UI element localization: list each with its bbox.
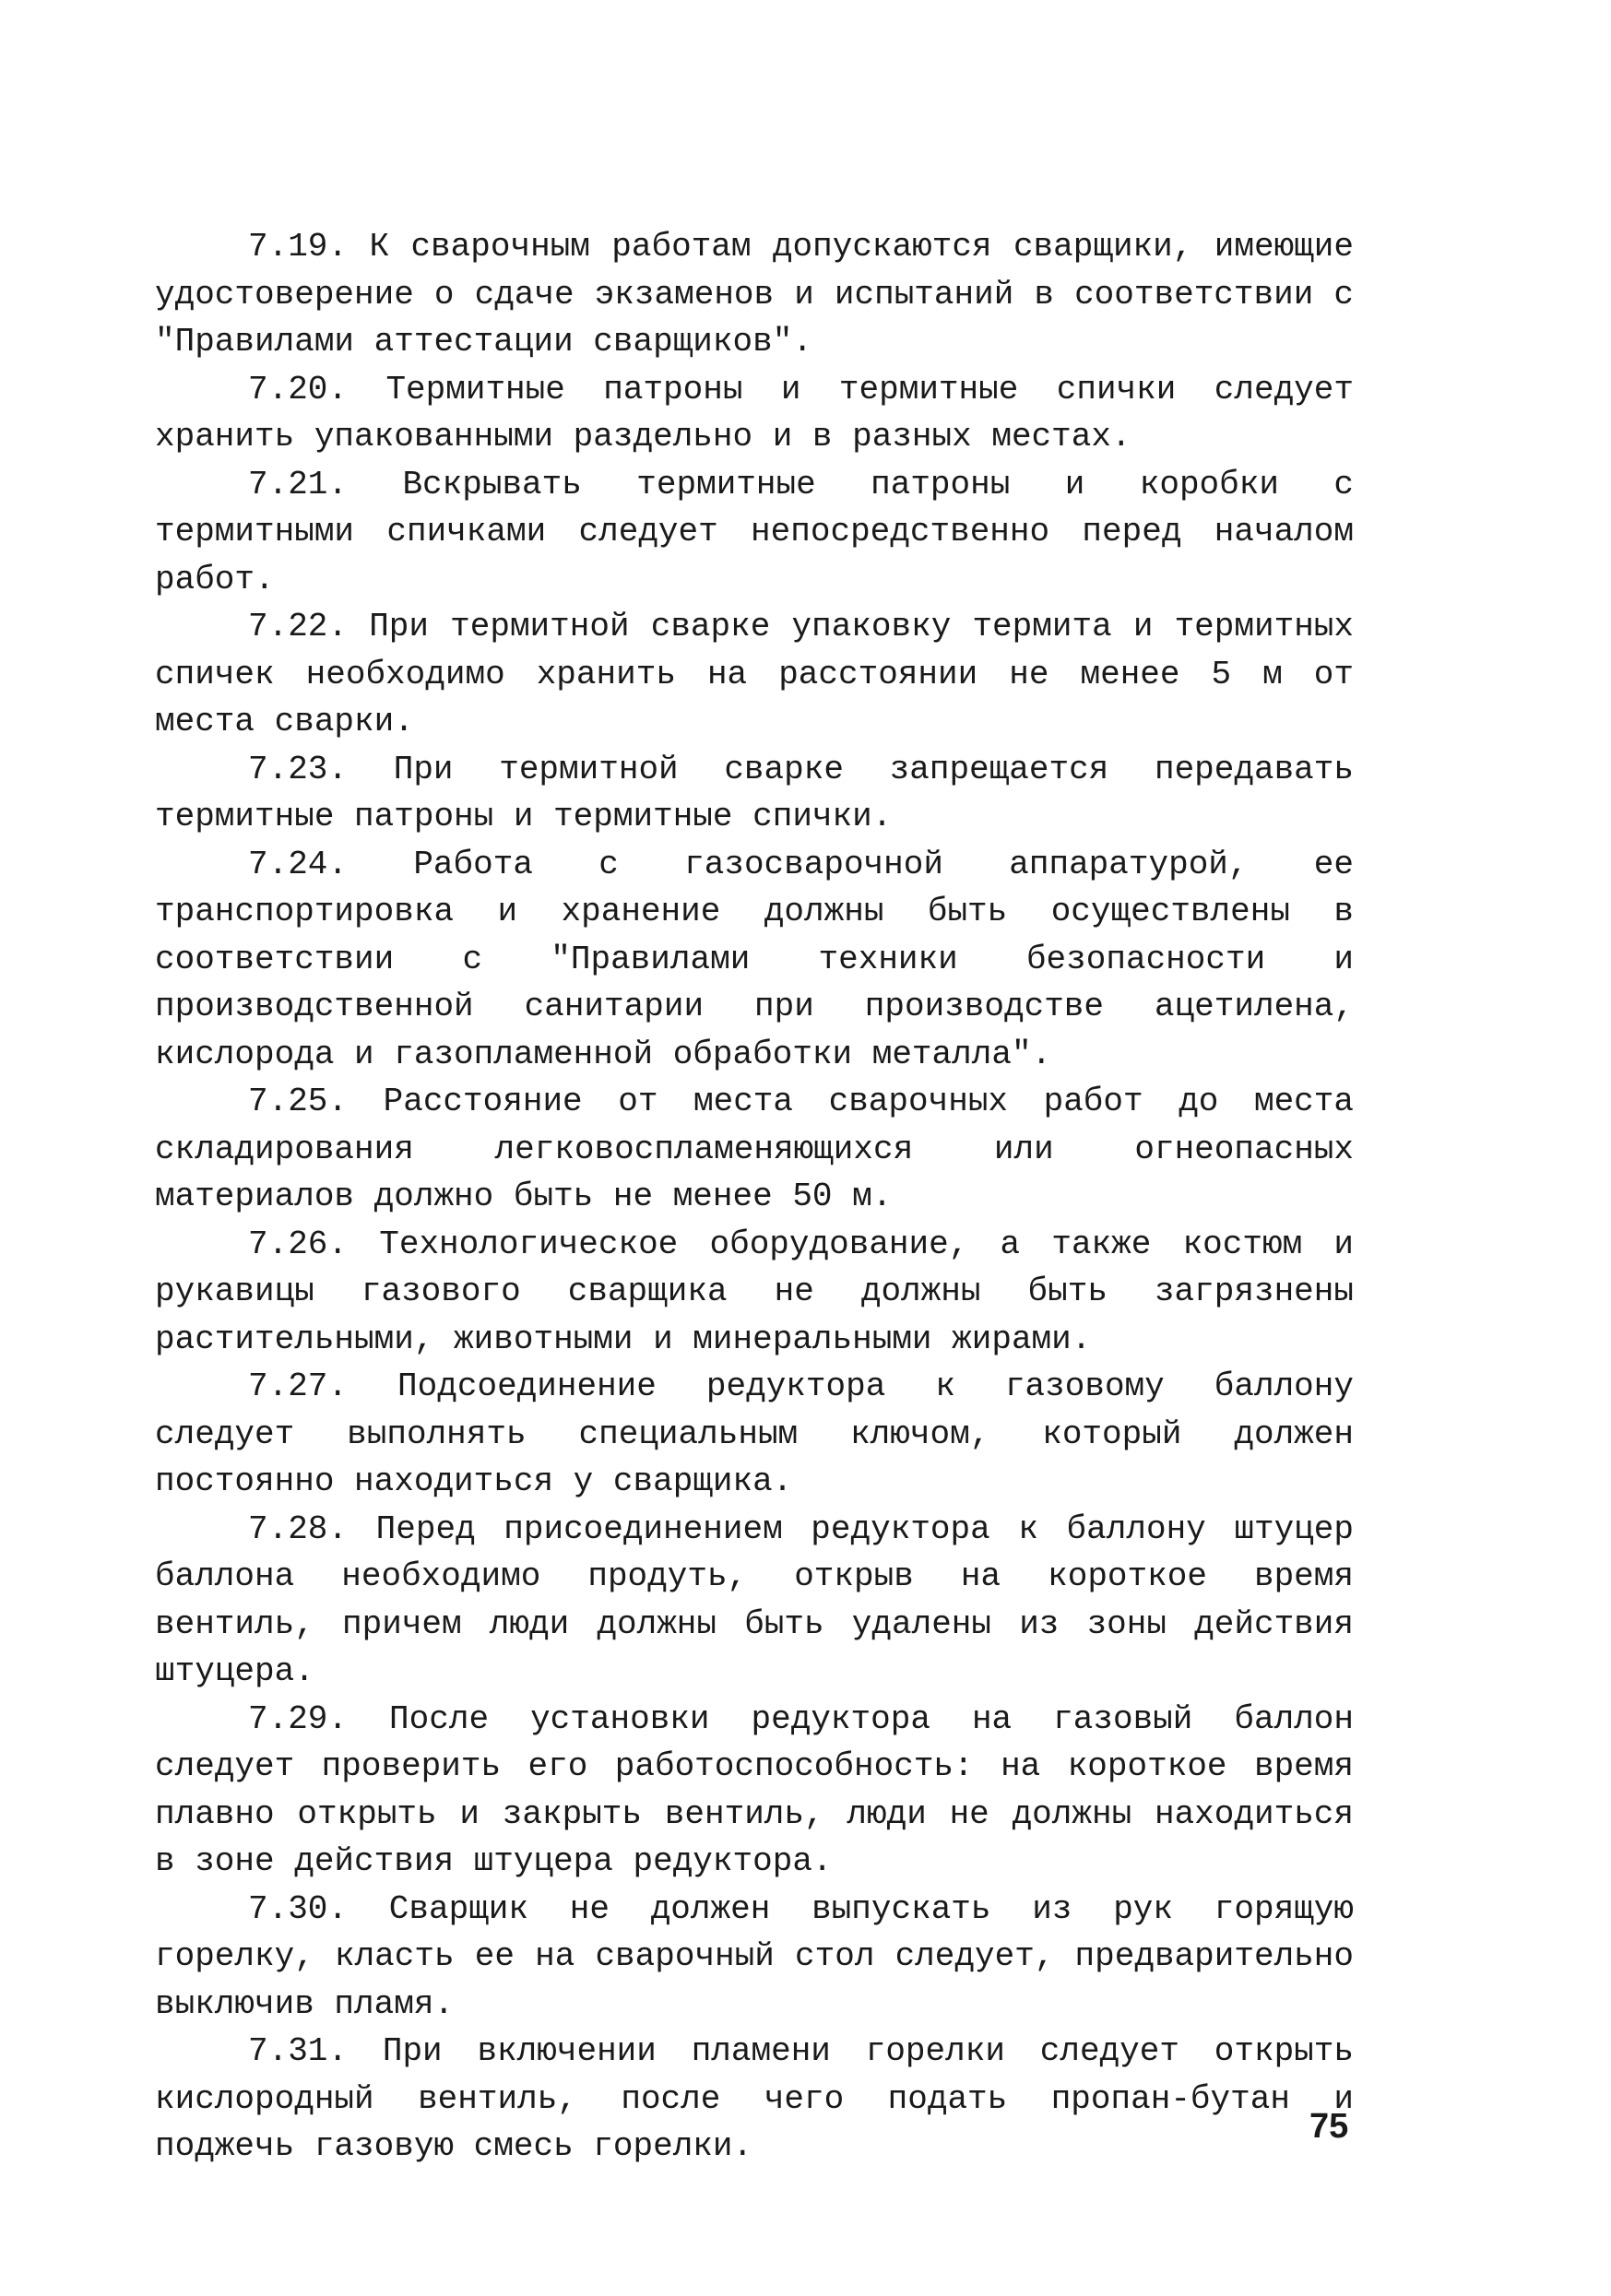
document-body [155, 223, 1354, 2171]
clause-number: 7.20. [248, 370, 349, 408]
clause-text: К сварочным работам допускаются сварщики, имеющие удостоверение о сдаче экзаменов и испытаний в соответствии с "Правилами аттестации сварщиков". [155, 228, 1354, 361]
clause-7-23 [155, 746, 1354, 841]
clause-7-25 [155, 1078, 1354, 1221]
clause-number: 7.25. [248, 1083, 349, 1120]
clause-7-22 [155, 603, 1354, 746]
clause-7-29 [155, 1696, 1354, 1886]
clause-7-31 [155, 2028, 1354, 2171]
clause-number: 7.29. [248, 1699, 349, 1738]
clause-number: 7.23. [248, 750, 349, 788]
clause-number: 7.27. [248, 1367, 349, 1405]
clause-text: При термитной сварке упаковку термита и термитных спичек необходимо хранить на расстоянии не менее 5 м от места сварки. [155, 608, 1355, 740]
clause-number: 7.26. [248, 1225, 349, 1263]
clause-number: 7.31. [248, 2032, 349, 2070]
clause-text: Подсоединение редуктора к газовому баллону следует выполнять специальным ключом, который должен постоянно находиться у сварщика. [155, 1367, 1354, 1500]
clause-number: 7.19. [248, 228, 349, 266]
clause-text: Перед присоединением редуктора к баллону штуцер баллона необходимо продуть, открыв на короткое время вентиль, причем люди должны быть удалены из зоны действия штуцера. [155, 1509, 1354, 1690]
clause-number: 7.30. [248, 1889, 349, 1928]
page-number: 75 [1309, 2107, 1349, 2146]
clause-7-19 [155, 223, 1354, 366]
clause-text: Вскрывать термитные патроны и коробки с термитными спичками следует непосредственно перед началом работ. [155, 465, 1354, 598]
clause-number: 7.24. [248, 845, 349, 883]
clause-text: После установки редуктора на газовый баллон следует проверить его работоспособность: на короткое время плавно открыть и закрыть вентиль, люди не должны находиться в зоне действия штуцера редуктора. [155, 1699, 1355, 1880]
clause-7-30 [155, 1886, 1354, 2029]
clause-7-27 [155, 1363, 1354, 1506]
clause-text: Работа с газосварочной аппаратурой, ее транспортировка и хранение должны быть осуществлены в соответствии с "Правилами техники безопасности и производственной санитарии при производстве ацетилена, кислорода и газопламенной обработки металла". [155, 845, 1354, 1073]
clause-7-26 [155, 1221, 1354, 1364]
clause-text: Расстояние от места сварочных работ до места складирования легковоспламеняющихся или огнеопасных материалов должно быть не менее 50 м. [155, 1083, 1354, 1215]
clause-text: При включении пламени горелки следует открыть кислородный вентиль, после чего подать пропан-бутан и поджечь газовую смесь горелки. [155, 2032, 1354, 2165]
clause-7-24 [155, 841, 1354, 1079]
clause-number: 7.21. [248, 465, 349, 503]
clause-7-28 [155, 1506, 1354, 1696]
clause-text: Сварщик не должен выпускать из рук горящую горелку, класть ее на сварочный стол следует, предварительно выключив пламя. [155, 1889, 1354, 2023]
clause-text: Термитные патроны и термитные спички следует хранить упакованными раздельно и в разных местах. [155, 370, 1354, 456]
clause-number: 7.28. [248, 1509, 349, 1548]
clause-text: Технологическое оборудование, а также костюм и рукавицы газового сварщика не должны быть загрязнены растительными, животными и минеральными жирами. [155, 1225, 1354, 1358]
clause-7-20 [155, 366, 1354, 461]
clause-number: 7.22. [248, 608, 349, 645]
clause-text: При термитной сварке запрещается передавать термитные патроны и термитные спички. [155, 750, 1354, 835]
clause-7-21 [155, 461, 1354, 604]
